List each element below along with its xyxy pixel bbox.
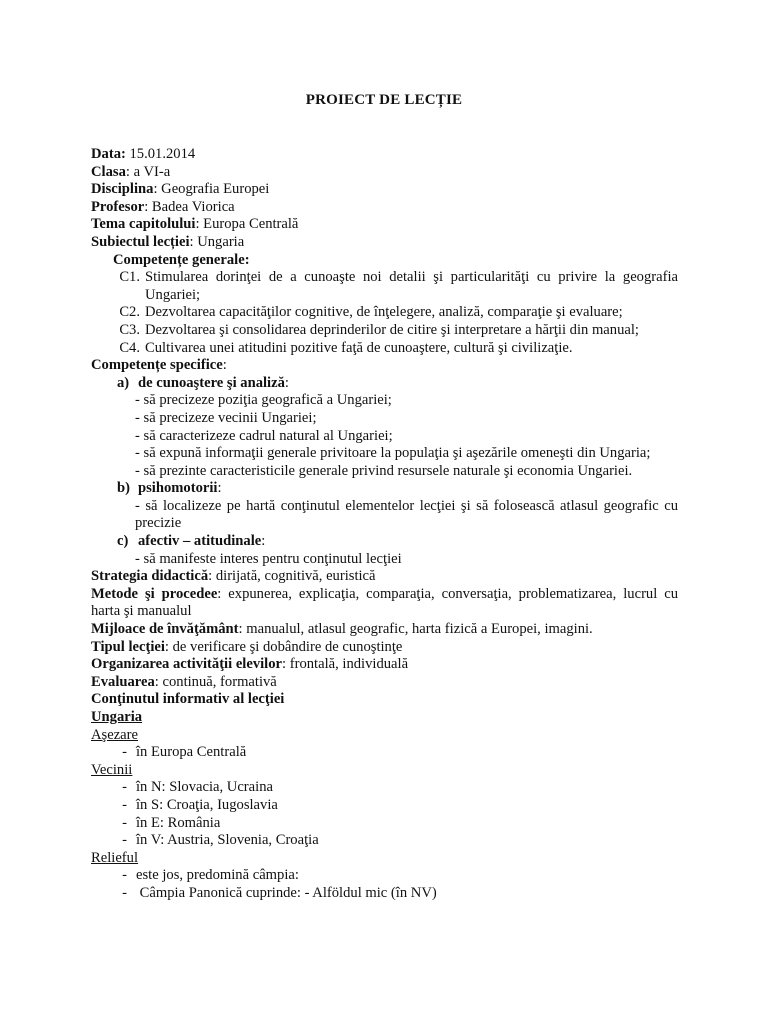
document-title: PROIECT DE LECȚIE xyxy=(305,92,463,108)
list-item: - să caracterizeze cadrul natural al Ungariei; xyxy=(135,427,393,444)
country-heading: Ungaria xyxy=(91,709,143,725)
field-value: : Ungaria xyxy=(189,233,245,250)
competente-specifice-groups xyxy=(91,375,678,569)
dash-bullet: - xyxy=(122,779,127,796)
competenta-group-heading xyxy=(91,480,678,498)
section-heading: Aşezare xyxy=(91,726,138,743)
group-label-text: c) xyxy=(117,533,129,550)
detail-field xyxy=(91,674,678,692)
item-code: C3. xyxy=(119,321,140,338)
list-item: - să manifeste interes pentru conţinutul lecţiei xyxy=(135,550,402,567)
list-item xyxy=(91,832,678,850)
field-value: : continuă, formativă xyxy=(154,673,277,690)
group-title-text: de cunoaştere şi analiză xyxy=(138,374,285,391)
field-value: : manualul, atlasul geografic, harta fizică a Europei, imagini. xyxy=(238,621,593,638)
field-value: : dirijată, cognitivă, euristică xyxy=(208,568,376,585)
list-item: - să localizeze pe hartă conţinutul elementelor lecţiei şi să folosească atlasul geografic cu precizie xyxy=(135,497,678,532)
field-label: Disciplina xyxy=(91,181,154,198)
competenta-group-heading xyxy=(91,533,678,551)
field-data xyxy=(91,146,678,164)
list-item xyxy=(91,304,678,322)
group-title-suffix: : xyxy=(261,533,266,550)
group-title-text: afectiv – atitudinale xyxy=(138,533,262,550)
detail-field xyxy=(91,568,678,586)
dash-bullet: - xyxy=(122,867,127,884)
section-heading: Vecinii xyxy=(91,761,133,778)
field-value: : Europa Centrală xyxy=(195,216,299,233)
item-text: în Europa Centrală xyxy=(136,744,247,761)
list-item xyxy=(91,340,678,358)
lesson-details xyxy=(91,568,678,691)
item-text: Stimularea dorinţei de a cunoaşte noi detalii şi particularităţi cu privire la geografia Ungariei; xyxy=(145,269,678,303)
field-profesor xyxy=(91,199,678,217)
competente-specifice-heading xyxy=(91,357,678,375)
list-item xyxy=(91,867,678,885)
content-sections xyxy=(91,727,678,903)
group-title-text: psihomotorii xyxy=(138,480,218,497)
field-label: Tema capitolului xyxy=(91,216,196,233)
list-item xyxy=(91,779,678,797)
list-item xyxy=(91,797,678,815)
item-text: Dezvoltarea capacităţilor cognitive, de înţelegere, analiză, comparaţie şi evaluare; xyxy=(145,304,623,321)
document-body xyxy=(91,146,678,903)
field-value: : expunerea, explicaţia, comparaţia, conversaţia, problematizarea, lucrul cu harta şi manualul xyxy=(91,585,679,620)
header-fields xyxy=(91,146,678,252)
field-tema xyxy=(91,216,678,234)
list-item: - să prezinte caracteristicile generale privind resursele naturale şi economia Ungariei. xyxy=(135,462,633,479)
competenta-group-heading xyxy=(91,375,678,393)
list-item xyxy=(91,744,678,762)
group-label xyxy=(91,533,135,551)
detail-field xyxy=(91,639,678,657)
field-label: Clasa xyxy=(91,163,126,180)
item-text: Dezvoltarea şi consolidarea deprinderilor de citire şi interpretare a hărţii din manual; xyxy=(145,321,639,338)
dash-bullet: - xyxy=(122,744,127,761)
list-item xyxy=(91,269,678,304)
field-disciplina xyxy=(91,181,678,199)
competente-generale-list xyxy=(91,269,678,357)
detail-field xyxy=(91,656,678,674)
dash-bullet: - xyxy=(122,796,127,813)
item-text: în S: Croaţia, Iugoslavia xyxy=(136,796,278,813)
group-title xyxy=(135,480,222,498)
item-code: C4. xyxy=(119,339,140,356)
list-item xyxy=(91,815,678,833)
heading-suffix: : xyxy=(222,357,227,374)
list-item: - să precizeze poziţia geografică a Ungariei; xyxy=(135,392,392,409)
item-text: în E: România xyxy=(136,814,221,831)
group-label xyxy=(91,480,135,498)
group-label xyxy=(91,375,135,393)
section-heading: Relieful xyxy=(91,849,139,866)
field-label: Evaluarea xyxy=(91,673,155,690)
field-value: : frontală, individuală xyxy=(282,656,409,673)
field-value: 15.01.2014 xyxy=(125,146,196,162)
field-value: : Geografia Europei xyxy=(153,181,270,198)
dash-bullet: - xyxy=(122,884,127,901)
item-text: este jos, predomină câmpia: xyxy=(136,867,299,884)
list-item: - să precizeze vecinii Ungariei; xyxy=(135,409,317,426)
group-label-text: b) xyxy=(117,480,130,497)
group-title-suffix: : xyxy=(217,480,222,497)
field-label: Organizarea activităţii elevilor xyxy=(91,656,283,673)
field-clasa xyxy=(91,164,678,182)
detail-field xyxy=(91,621,678,639)
item-code: C2. xyxy=(119,304,140,321)
group-title-suffix: : xyxy=(284,374,289,391)
field-label: Strategia didactică xyxy=(91,568,209,585)
group-title xyxy=(135,375,289,393)
dash-bullet: - xyxy=(122,814,127,831)
group-label-text: a) xyxy=(117,374,130,391)
field-label: Mijloace de învăţământ xyxy=(91,621,239,638)
item-text: în N: Slovacia, Ucraina xyxy=(136,779,273,796)
item-text: Cultivarea unei atitudini pozitive faţă de cunoaştere, cultură şi civilizaţie. xyxy=(145,339,573,356)
field-subiect xyxy=(91,234,678,252)
field-value: : a VI-a xyxy=(125,163,171,180)
field-label: Tipul lecţiei xyxy=(91,638,165,655)
field-value: : de verificare şi dobândire de cunoştinţe xyxy=(164,638,403,655)
field-label: Subiectul lecției xyxy=(91,233,190,250)
continut-heading: Conţinutul informativ al lecţiei xyxy=(91,691,285,708)
dash-bullet: - xyxy=(122,832,127,849)
field-label: Metode şi procedee xyxy=(91,585,218,602)
group-title xyxy=(135,533,265,551)
list-item: - să expună informaţii generale privitoare la populaţia şi aşezările omeneşti din Ungaria; xyxy=(135,445,651,462)
detail-field xyxy=(91,586,678,621)
list-item xyxy=(91,322,678,340)
heading-text: Competențe specifice xyxy=(91,357,223,374)
field-value: : Badea Viorica xyxy=(144,198,235,215)
field-label: Profesor xyxy=(91,198,145,215)
competente-generale-heading: Competențe generale: xyxy=(113,251,250,268)
item-text: Câmpia Panonică cuprinde: - Alföldul mic (în NV) xyxy=(136,884,437,901)
field-label: Data: xyxy=(91,146,126,162)
item-code: C1. xyxy=(119,269,140,286)
item-text: în V: Austria, Slovenia, Croaţia xyxy=(136,832,319,849)
list-item xyxy=(91,885,678,903)
